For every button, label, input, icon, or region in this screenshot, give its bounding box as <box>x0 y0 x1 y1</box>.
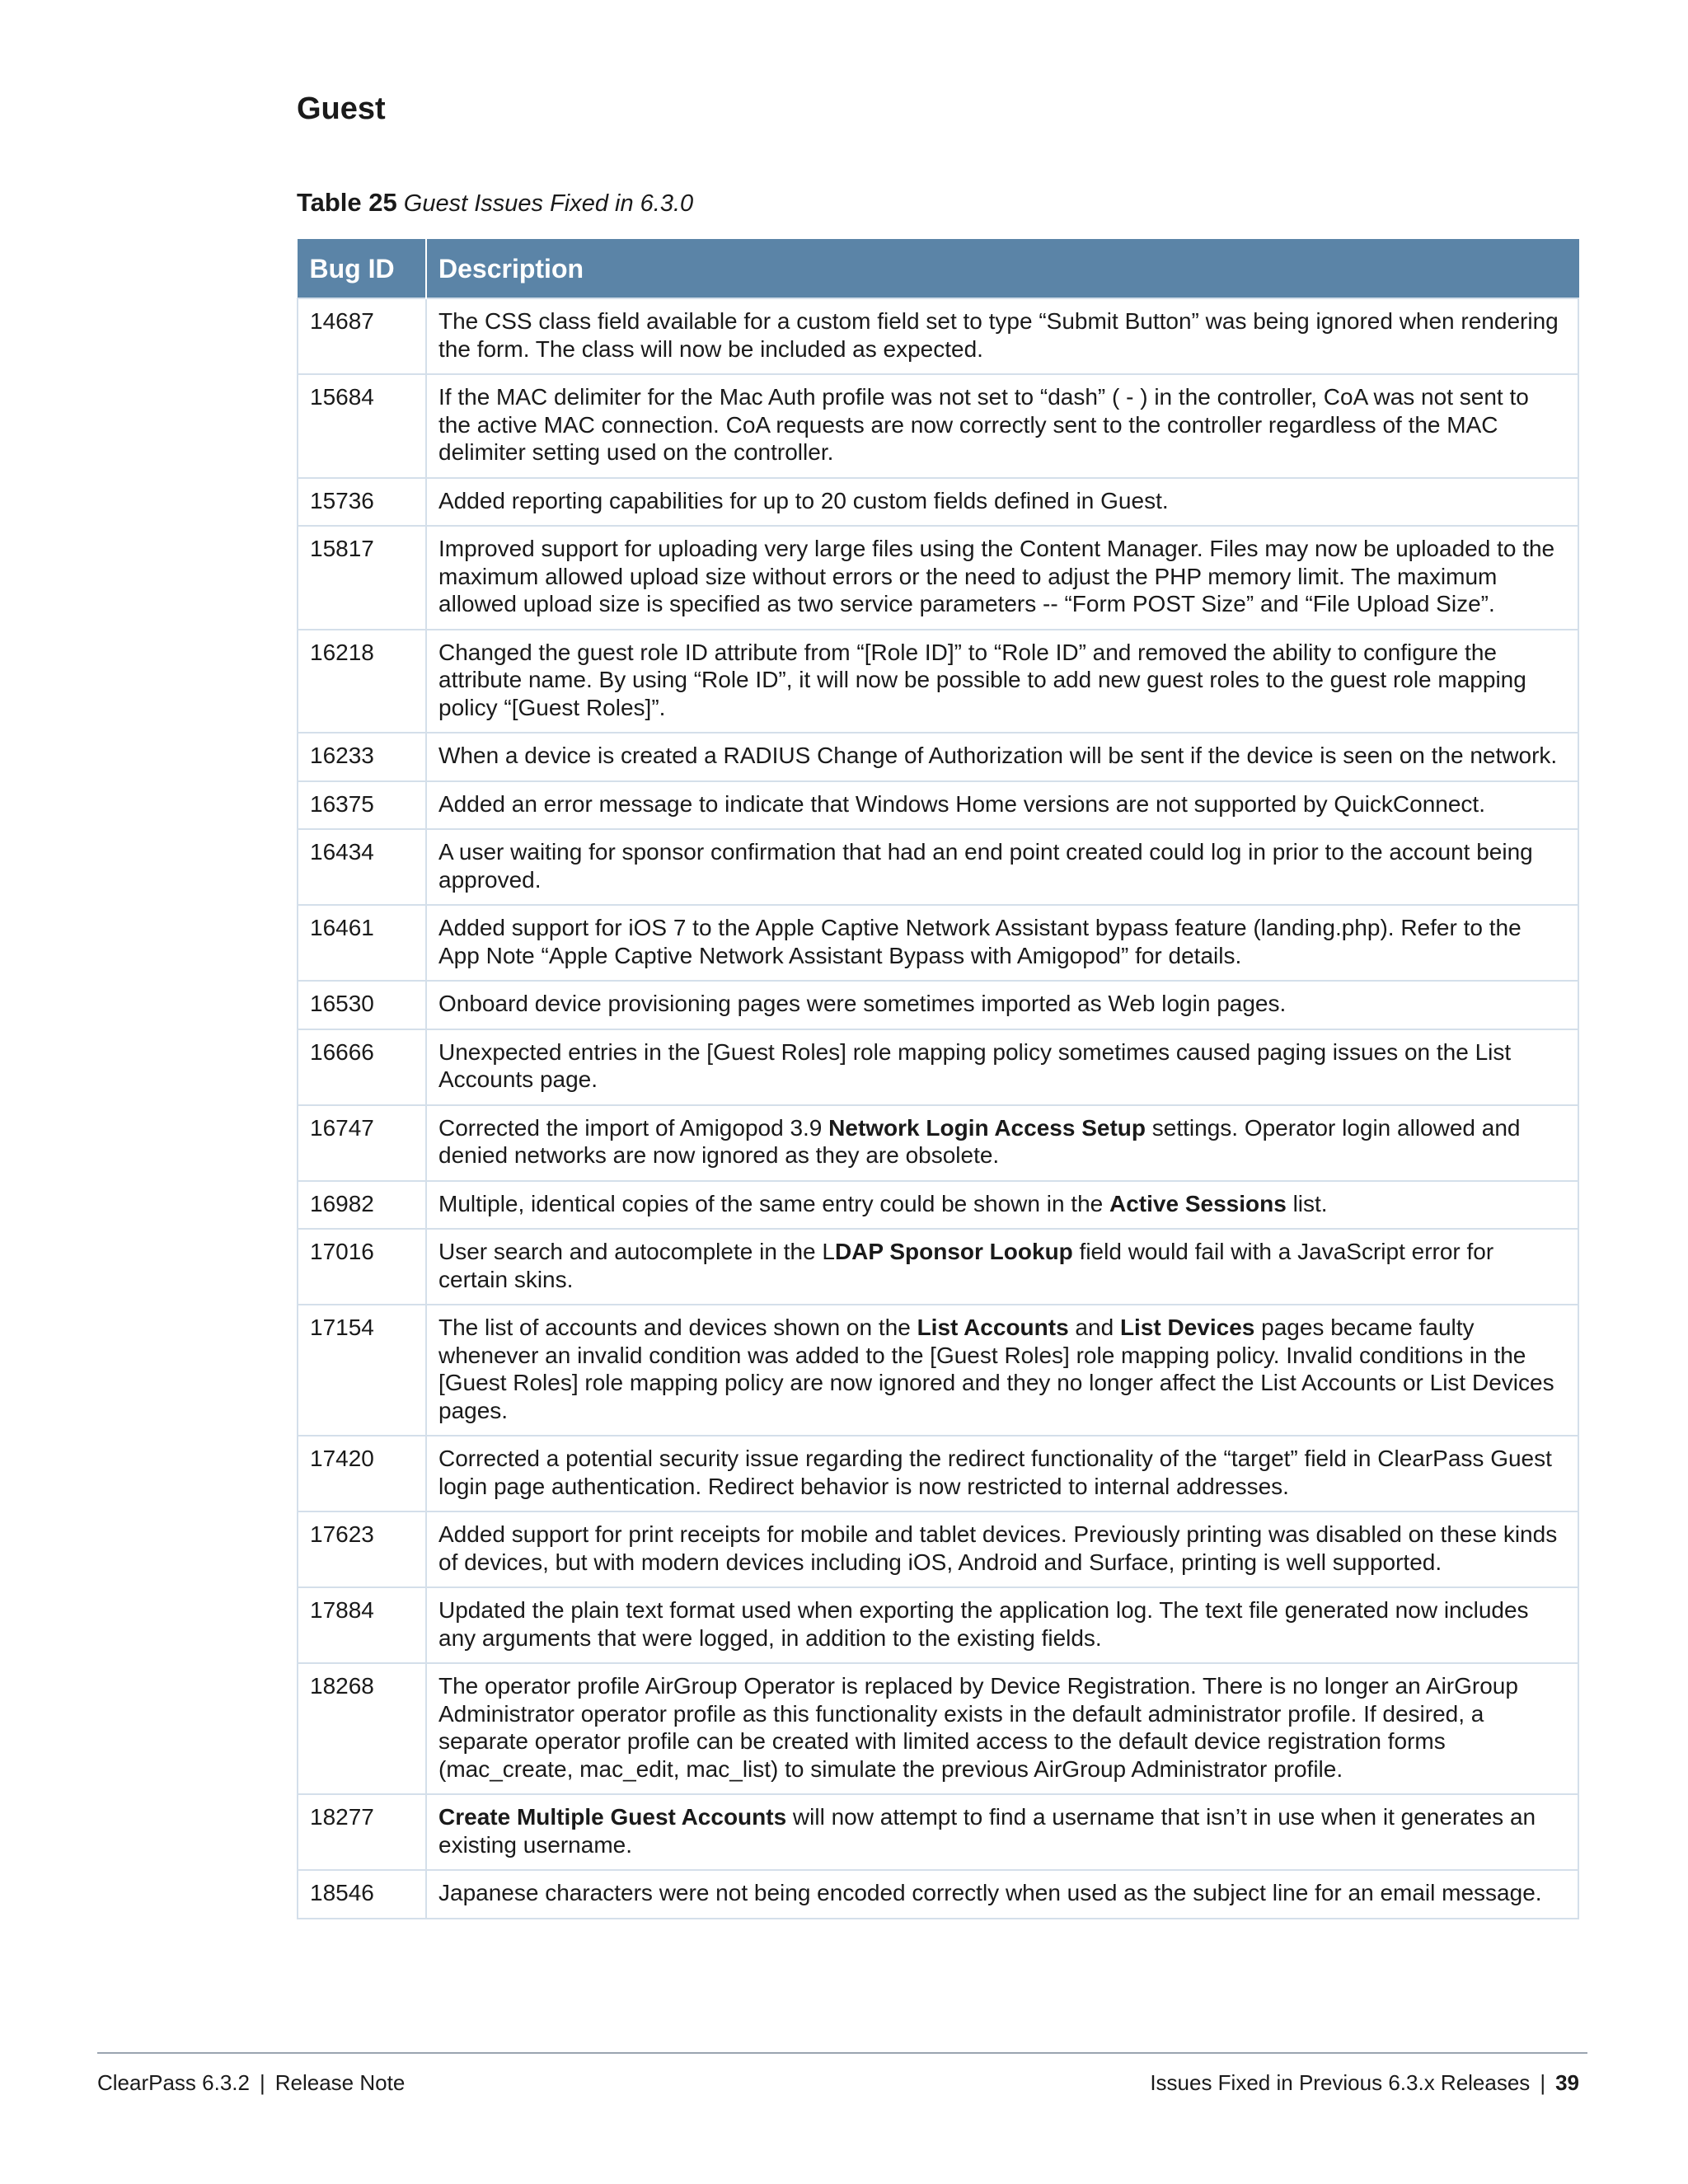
table-row <box>298 1181 1578 1230</box>
bug-id-cell: 17154 <box>298 1305 426 1436</box>
header-bug-id: Bug ID <box>298 240 426 299</box>
description-text: When a device is created a RADIUS Change of Authorization will be sent if the device is seen on the network. <box>438 743 1558 768</box>
table-row <box>298 1870 1578 1919</box>
table-row <box>298 1305 1578 1436</box>
bug-id-cell: 17884 <box>298 1587 426 1663</box>
description-cell <box>426 1305 1578 1436</box>
description-text: Onboard device provisioning pages were sometimes imported as Web login pages. <box>438 991 1287 1016</box>
description-text: Changed the guest role ID attribute from “[Role ID]” to “Role ID” and removed the ability to configure the attribute name. By using “Role ID”, it will now be possible to add new guest roles to the guest role mapping policy “[Guest Roles]”. <box>438 639 1526 720</box>
section-heading: Guest <box>297 91 386 126</box>
table-row <box>298 1105 1578 1181</box>
description-text: pages became faulty whenever an invalid condition was added to the [Guest Roles] role mapping policy. Invalid conditions in the [Guest Roles] role mapping policy are now ignored and they no longer affect the List Accounts or List Devices pages. <box>438 1315 1554 1423</box>
bug-id-cell: 16982 <box>298 1181 426 1230</box>
table-row <box>298 981 1578 1029</box>
table-row <box>298 733 1578 781</box>
footer-left <box>97 2069 405 2097</box>
table-row <box>298 478 1578 527</box>
description-cell <box>426 1870 1578 1919</box>
ui-term: Network Login Access Setup <box>828 1114 1146 1141</box>
description-text: Updated the plain text format used when exporting the application log. The text file generated now includes any arguments that were logged, in addition to the existing fields. <box>438 1597 1529 1651</box>
footer-section: Issues Fixed in Previous 6.3.x Releases <box>1150 2070 1531 2095</box>
bug-id-cell: 16218 <box>298 630 426 733</box>
table-row <box>298 374 1578 478</box>
footer-doc-type: Release Note <box>274 2070 406 2095</box>
description-cell <box>426 526 1578 630</box>
description-cell <box>426 298 1578 374</box>
table-header-row <box>298 240 1578 299</box>
description-cell <box>426 1105 1578 1181</box>
ui-term: List Devices <box>1119 1315 1255 1340</box>
description-text: Added support for iOS 7 to the Apple Captive Network Assistant bypass feature (landing.php). Refer to the App Note “Apple Captive Network Assistant Bypass with Amigopod” for details. <box>438 915 1522 968</box>
description-text: Unexpected entries in the [Guest Roles] role mapping policy sometimes caused paging issues on the List Accounts page. <box>438 1038 1512 1092</box>
description-cell <box>426 1436 1578 1511</box>
description-cell <box>426 905 1578 981</box>
table-row <box>298 1436 1578 1511</box>
description-text: The operator profile AirGroup Operator is replaced by Device Registration. There is no longer an AirGroup Administrator operator profile as this functionality exists in the default administrator profile. If desired, a separate operator profile can be created with limited access to the default device registration forms (mac_create, mac_edit, mac_list) to simulate the previous AirGroup Administrator profile. <box>438 1673 1518 1782</box>
description-text: will now attempt to find a username that isn’t in use when it generates an existing username. <box>438 1804 1536 1858</box>
description-text: Japanese characters were not being encoded correctly when used as the subject line for an email message. <box>438 1880 1542 1905</box>
table-body <box>298 298 1578 1919</box>
description-text: User search and autocomplete in the L <box>438 1239 835 1264</box>
ui-term: List Accounts <box>917 1315 1069 1340</box>
description-text: Corrected the import of Amigopod 3.9 <box>438 1114 829 1141</box>
footer-right <box>1150 2069 1579 2097</box>
description-text: A user waiting for sponsor confirmation that had an end point created could log in prior to the account being approved. <box>438 839 1533 893</box>
table-row <box>298 1029 1578 1105</box>
description-text: The list of accounts and devices shown on the <box>438 1315 917 1340</box>
description-cell <box>426 1794 1578 1870</box>
bug-id-cell: 15817 <box>298 526 426 630</box>
table-caption <box>297 186 693 220</box>
footer-divider <box>97 2052 1587 2054</box>
description-text: and <box>1068 1315 1120 1340</box>
ui-term: DAP Sponsor Lookup <box>834 1239 1073 1264</box>
table-row <box>298 1587 1578 1663</box>
description-cell <box>426 781 1578 830</box>
description-cell <box>426 829 1578 905</box>
table-row <box>298 1511 1578 1587</box>
description-text: Added an error message to indicate that Windows Home versions are not supported by QuickConnect. <box>438 790 1485 817</box>
bug-id-cell: 18277 <box>298 1794 426 1870</box>
footer-separator: | <box>259 2070 265 2095</box>
bug-id-cell: 16747 <box>298 1105 426 1181</box>
header-description: Description <box>426 240 1578 299</box>
description-cell <box>426 733 1578 781</box>
bug-id-cell: 18268 <box>298 1663 426 1794</box>
bug-id-cell: 18546 <box>298 1870 426 1919</box>
description-cell <box>426 1511 1578 1587</box>
description-text: settings. Operator login allowed and denied networks are now ignored as they are obsolete. <box>438 1114 1521 1168</box>
bug-id-cell: 15736 <box>298 478 426 527</box>
bug-id-cell: 15684 <box>298 374 426 478</box>
description-cell <box>426 981 1578 1029</box>
table-row <box>298 298 1578 374</box>
description-text: field would fail with a JavaScript error for certain skins. <box>438 1239 1494 1292</box>
table-row <box>298 1794 1578 1870</box>
page-number: 39 <box>1555 2070 1579 2095</box>
table-row <box>298 781 1578 830</box>
table-row <box>298 630 1578 733</box>
table-row <box>298 526 1578 630</box>
bug-id-cell: 17623 <box>298 1511 426 1587</box>
table-row <box>298 829 1578 905</box>
footer-product: ClearPass 6.3.2 <box>97 2070 250 2095</box>
guest-issues-table <box>297 239 1579 1919</box>
description-cell <box>426 1663 1578 1794</box>
bug-id-cell: 14687 <box>298 298 426 374</box>
bug-id-cell: 16375 <box>298 781 426 830</box>
description-text: If the MAC delimiter for the Mac Auth profile was not set to “dash” ( - ) in the controller, CoA was not sent to the active MAC connection. CoA requests are now correctly sent to the controller regardless of the MAC delimiter setting used on the controller. <box>438 384 1529 465</box>
description-cell <box>426 1181 1578 1230</box>
description-cell <box>426 374 1578 478</box>
footer-separator: | <box>1540 2070 1546 2095</box>
ui-term: Active Sessions <box>1109 1190 1287 1216</box>
bug-id-cell: 16530 <box>298 981 426 1029</box>
description-text: Multiple, identical copies of the same entry could be shown in the <box>438 1190 1110 1216</box>
description-cell <box>426 478 1578 527</box>
table-row <box>298 905 1578 981</box>
bug-id-cell: 16434 <box>298 829 426 905</box>
bug-id-cell: 16461 <box>298 905 426 981</box>
description-text: Improved support for uploading very large files using the Content Manager. Files may now be uploaded to the maximum allowed upload size without errors or the need to adjust the PHP memory limit. The maximum allowed upload size is specified as two service parameters -- “Form POST Size” and “File Upload Size”. <box>438 536 1555 616</box>
description-cell <box>426 1587 1578 1663</box>
table-title: Guest Issues Fixed in 6.3.0 <box>403 190 694 217</box>
description-text: Added support for print receipts for mobile and tablet devices. Previously printing was disabled on these kinds of devices, but with modern devices including iOS, Android and Surface, printing is well supported. <box>438 1521 1558 1575</box>
description-cell <box>426 630 1578 733</box>
bug-id-cell: 17016 <box>298 1229 426 1305</box>
description-cell <box>426 1229 1578 1305</box>
bug-id-cell: 16666 <box>298 1029 426 1105</box>
bug-id-cell: 16233 <box>298 733 426 781</box>
description-text: list. <box>1286 1190 1328 1216</box>
description-text: Added reporting capabilities for up to 20 custom fields defined in Guest. <box>438 487 1169 513</box>
table-row <box>298 1229 1578 1305</box>
description-text: Corrected a potential security issue regarding the redirect functionality of the “target” field in ClearPass Guest login page authentication. Redirect behavior is now restricted to internal addresses. <box>438 1446 1552 1499</box>
description-cell <box>426 1029 1578 1105</box>
ui-term: Create Multiple Guest Accounts <box>438 1804 787 1830</box>
table-row <box>298 1663 1578 1794</box>
table-number: Table 25 <box>297 188 397 217</box>
bug-id-cell: 17420 <box>298 1436 426 1511</box>
description-text: The CSS class field available for a custom field set to type “Submit Button” was being ignored when rendering the form. The class will now be included as expected. <box>438 308 1559 362</box>
